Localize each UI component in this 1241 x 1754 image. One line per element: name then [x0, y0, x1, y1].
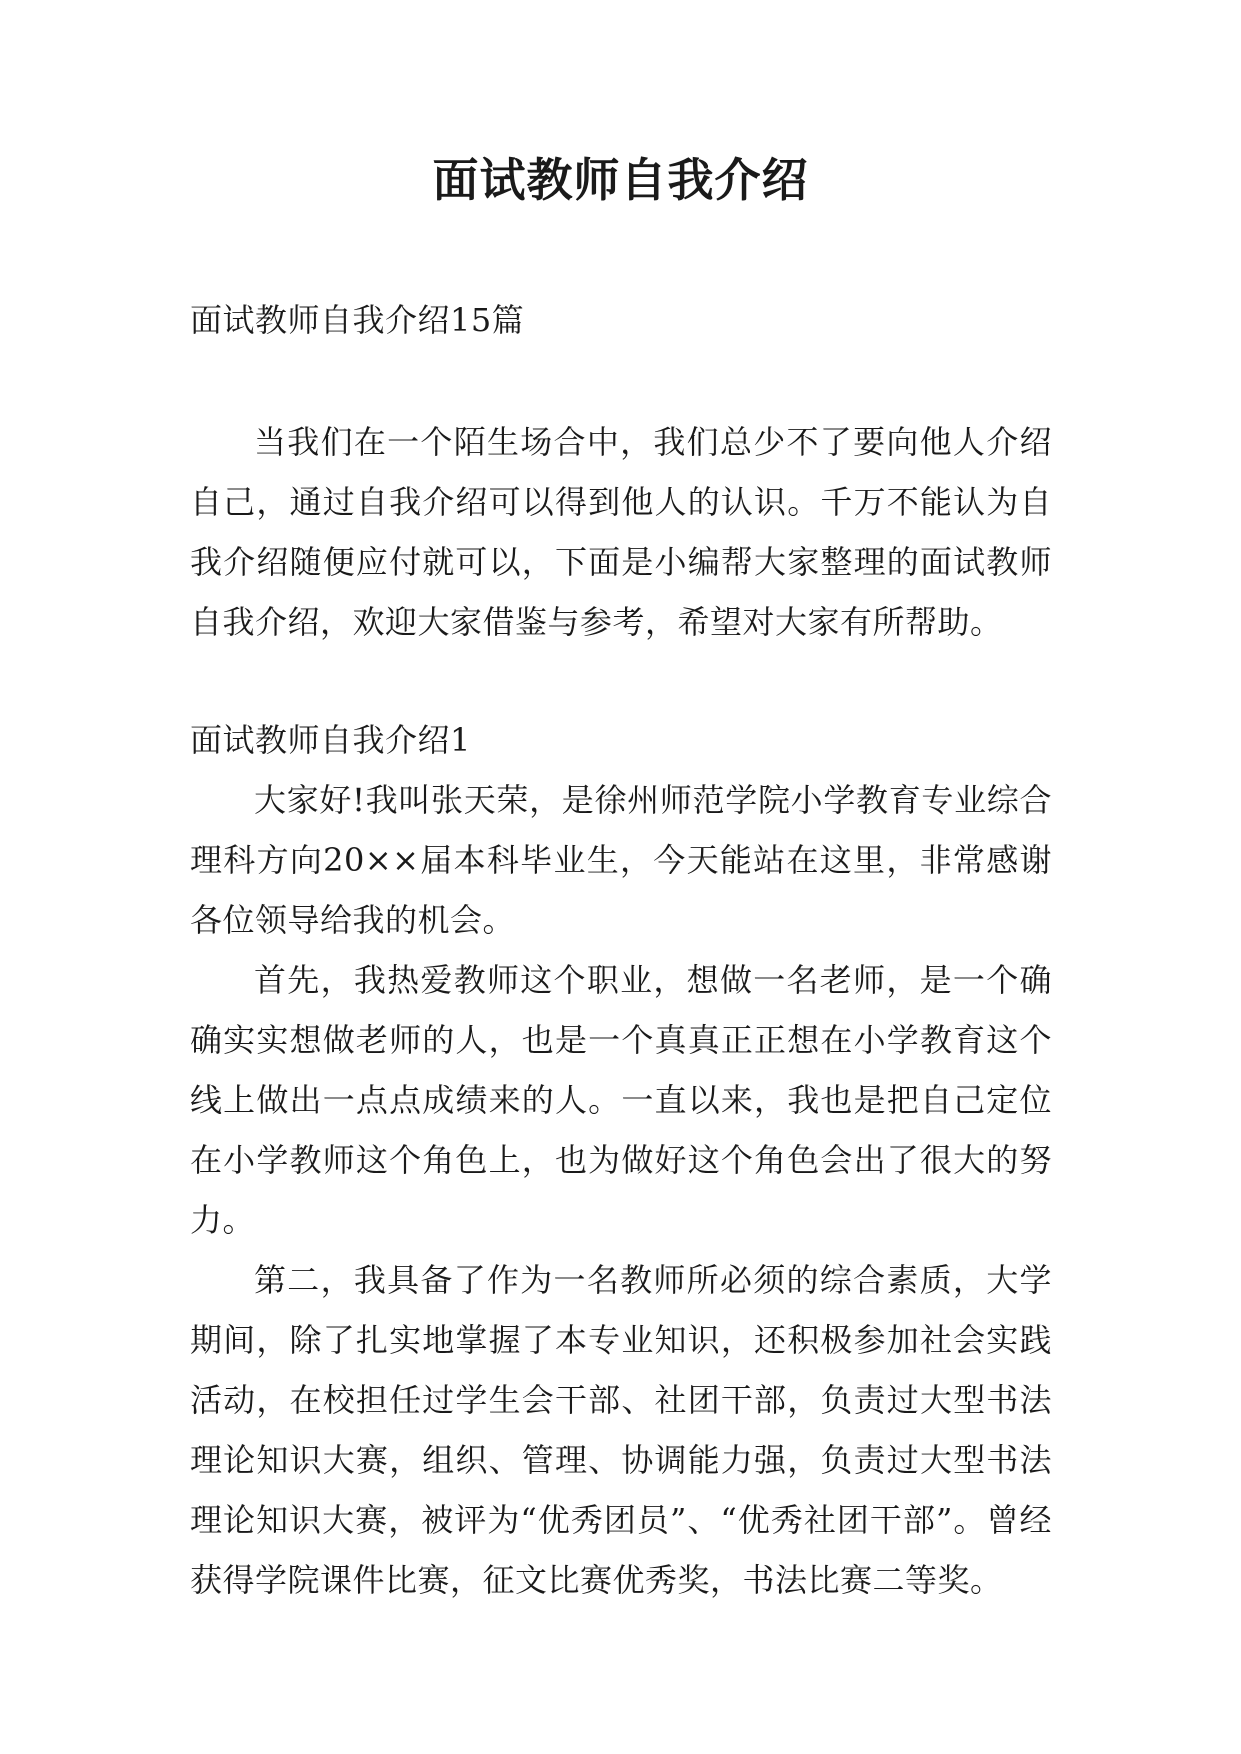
body-paragraph: 大家好!我叫张天荣，是徐州师范学院小学教育专业综合理科方向20××届本科毕业生，今天能站在这里，非常感谢各位领导给我的机会。: [190, 781, 1052, 939]
document-subtitle: 面试教师自我介绍15篇: [190, 301, 525, 339]
body-paragraph: 首先，我热爱教师这个职业，想做一名老师，是一个确确实实想做老师的人，也是一个真真正正想在小学教育这个线上做出一点点成绩来的人。一直以来，我也是把自己定位在小学教师这个角色上，也为做好这个角色会出了很大的努力。: [190, 961, 1052, 1239]
body-paragraph: 第二，我具备了作为一名教师所必须的综合素质，大学期间，除了扎实地掌握了本专业知识，还积极参加社会实践活动，在校担任过学生会干部、社团干部，负责过大型书法理论知识大赛，组织、管理、协调能力强，负责过大型书法理论知识大赛，被评为“优秀团员”、“优秀社团干部”。曾经获得学院课件比赛，征文比赛优秀奖，书法比赛二等奖。: [190, 1261, 1052, 1599]
section-heading: 面试教师自我介绍1: [190, 721, 471, 759]
document-title: 面试教师自我介绍: [432, 153, 809, 207]
document-body: [190, 290, 1052, 1610]
intro-paragraph: 当我们在一个陌生场合中，我们总少不了要向他人介绍自己，通过自我介绍可以得到他人的认识。千万不能认为自我介绍随便应付就可以，下面是小编帮大家整理的面试教师自我介绍，欢迎大家借鉴与参考，希望对大家有所帮助。: [190, 423, 1052, 641]
